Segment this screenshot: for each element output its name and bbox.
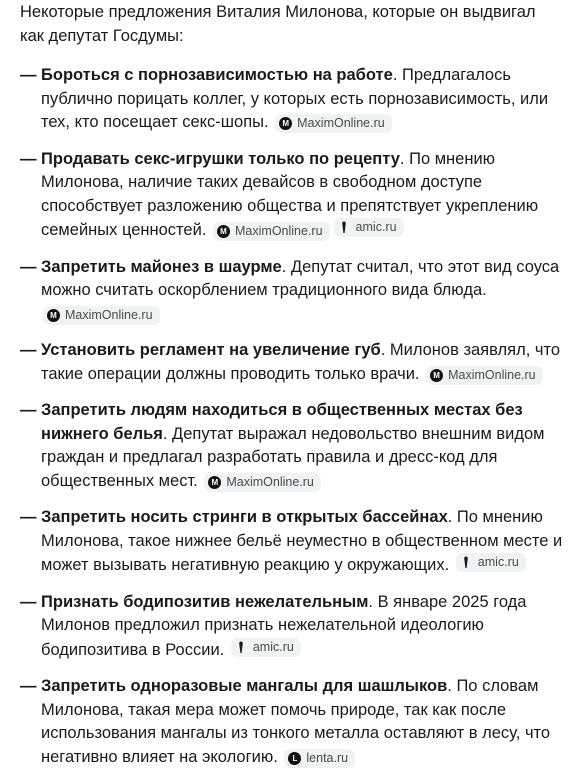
dash-marker: —: [20, 592, 37, 611]
item-title: Установить регламент на увеличение губ: [41, 341, 381, 359]
list-item: [20, 339, 563, 386]
item-description: . По мнению Милонова, такое нижнее бельё неуместно в общественном месте и может вызывать негативную реакцию у окружающих.: [41, 508, 563, 574]
list-item: [20, 256, 563, 327]
list-item: [20, 675, 563, 769]
item-description: . По словам Милонова, такая мера может помочь природе, так как после использования мангалы из тонкого металла оставляют в лесу, что негативно влияет на экологию.: [41, 677, 551, 766]
source-chip[interactable]: [334, 218, 404, 237]
list-item: [20, 399, 563, 493]
item-title: Запретить носить стринги в открытых бассейнах: [41, 508, 448, 526]
dash-marker: —: [20, 66, 37, 84]
dash-marker: —: [20, 149, 37, 168]
dash-marker: —: [20, 401, 37, 419]
source-chip[interactable]: [456, 553, 526, 572]
item-title: Запретить майонез в шаурме: [41, 257, 282, 276]
item-title: Бороться с порнозависимостью на работе: [41, 66, 393, 84]
source-chip[interactable]: [231, 638, 301, 657]
dash-marker: —: [20, 341, 37, 359]
source-chip[interactable]: [284, 749, 355, 768]
source-label: MaximOnline.ru: [65, 307, 153, 322]
lenta-icon: L: [288, 752, 301, 765]
list-item: [20, 506, 563, 578]
source-chip[interactable]: [426, 366, 543, 385]
source-label: lenta.ru: [306, 750, 349, 765]
item-description: . Предлагалось публично порицать коллег, у которых есть порнозависимость, или тех, кто посещает секс-шопы.: [41, 66, 549, 131]
item-title: Продавать секс-игрушки только по рецепту: [41, 149, 400, 168]
intro-text: Некоторые предложения Виталия Милонова, которые он выдвигал как депутат Госдумы:: [20, 3, 536, 45]
source-label: amic.ru: [252, 639, 294, 654]
list-item: [20, 148, 563, 243]
item-title: Запретить людям находиться в общественных местах без нижнего белья: [41, 401, 523, 443]
maxim-icon: M: [217, 225, 230, 238]
dash-marker: —: [20, 677, 37, 695]
maxim-icon: M: [430, 369, 443, 382]
list-item: [20, 64, 563, 135]
source-chip[interactable]: [204, 473, 321, 492]
dash-marker: —: [20, 508, 37, 526]
item-description: . Депутат считал, что этот вид соуса можно считать оскорблением традиционного вида блюда.: [41, 257, 560, 299]
amic-icon: [460, 556, 473, 569]
list-item: [20, 591, 563, 663]
maxim-icon: M: [208, 476, 221, 489]
item-description: . Милонов заявлял, что такие операции должны проводить только врачи.: [41, 341, 561, 383]
dash-marker: —: [20, 257, 37, 276]
source-label: MaximOnline.ru: [226, 474, 314, 489]
source-label: MaximOnline.ru: [448, 367, 536, 382]
source-label: MaximOnline.ru: [297, 116, 385, 130]
source-chip[interactable]: [275, 114, 392, 133]
item-title: Признать бодипозитив нежелательным: [41, 592, 369, 611]
proposals-list: [20, 64, 563, 769]
amic-icon: [338, 221, 351, 234]
item-description: . В январе 2025 года Милонов предложил признать нежелательной идеологию бодипозитива в России.: [41, 592, 527, 659]
source-label: amic.ru: [355, 220, 397, 234]
source-label: amic.ru: [477, 555, 519, 569]
item-title: Запретить одноразовые мангалы для шашлыков: [41, 677, 448, 695]
amic-icon: [235, 641, 248, 654]
source-chip[interactable]: [43, 306, 160, 325]
item-description: . Депутат выражал недовольство внешним видом граждан и предлагал разработать правила и дресс-код для общественных мест.: [41, 424, 545, 490]
maxim-icon: M: [279, 117, 292, 130]
source-label: MaximOnline.ru: [235, 224, 323, 238]
source-chip[interactable]: [213, 222, 330, 241]
item-description: . По мнению Милонова, наличие таких девайсов в свободном доступе способствует разложению общества и препятствует укреплению семейных ценностей.: [41, 149, 539, 239]
maxim-icon: M: [47, 309, 60, 322]
